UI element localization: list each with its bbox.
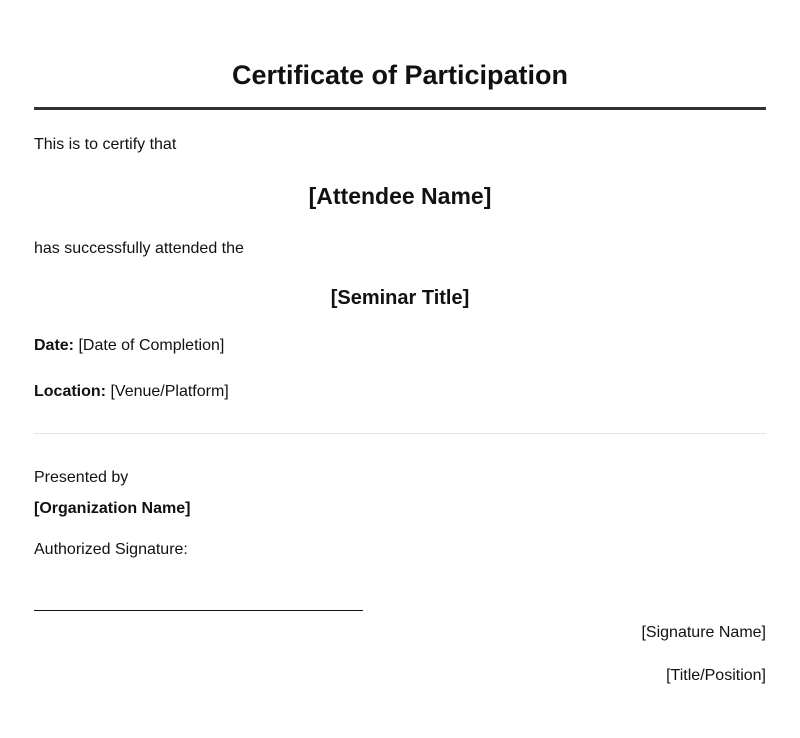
presented-by-text: Presented by xyxy=(34,469,129,486)
certify-intro-text: This is to certify that xyxy=(34,136,177,153)
seminar-title: [Seminar Title] xyxy=(330,287,470,309)
certificate-page xyxy=(34,0,766,738)
date-label: Date: xyxy=(34,337,75,354)
location-label: Location: xyxy=(34,383,106,400)
certificate-title: Certificate of Participation xyxy=(231,60,569,90)
signature-name: [Signature Name] xyxy=(641,624,766,641)
organization-name: [Organization Name] xyxy=(34,500,191,517)
location-row xyxy=(34,382,229,402)
section-divider xyxy=(34,433,766,434)
location-value: [Venue/Platform] xyxy=(110,383,229,400)
signature-title: [Title/Position] xyxy=(666,667,766,684)
date-row xyxy=(34,336,224,356)
title-divider xyxy=(34,107,766,110)
authorized-signature-label: Authorized Signature: xyxy=(34,541,188,558)
signature-line xyxy=(34,610,363,611)
attended-text: has successfully attended the xyxy=(34,240,244,257)
attendee-name: [Attendee Name] xyxy=(308,183,492,209)
date-value: [Date of Completion] xyxy=(78,337,225,354)
